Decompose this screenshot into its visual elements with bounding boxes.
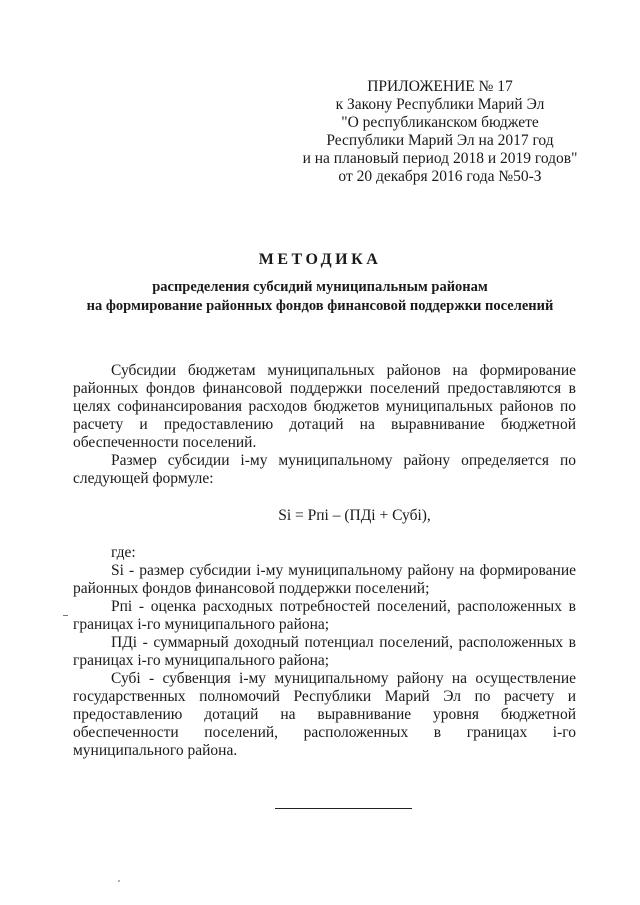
definition-subi: Субi - субвенция i-му муниципальному району на осуществление государственных полномочий Республики Марий Эл по расчету и предоставлению дотаций на выравнивание уровня бюджетной обеспеченности поселений, расположенных в границах i-го муниципального района. [73,670,576,759]
subtitle-line-1: распределения субсидий муниципальным районам [152,279,488,295]
appendix-law-title-2: Республики Марий Эл на 2017 год [326,132,554,149]
scan-speck [118,880,120,882]
document-subtitle [60,278,580,316]
appendix-law-title-1: "О республиканском бюджете [341,114,539,131]
paragraph-intro: Субсидии бюджетам муниципальных районов на формирование районных фондов финансовой поддержки поселений предоставляются в целях софинансирования расходов бюджетов муниципальных районов по расчету и предоставлению дотаций на выравнивание бюджетной обеспеченности поселений. [73,362,576,451]
definition-ppi: Pпi - оценка расходных потребностей поселений, расположенных в границах i-го муниципального района; [73,598,576,633]
document-body [73,362,576,760]
appendix-law-ref: к Закону Республики Марий Эл [335,96,545,113]
margin-mark [63,615,68,616]
definition-pdi: ПДi - суммарный доходный потенциал поселений, расположенных в границах i-го муниципального района; [73,634,576,669]
end-separator-line [275,808,412,809]
appendix-law-title-3: и на плановый период 2018 и 2019 годов" [302,150,578,167]
document-title: МЕТОДИКА [258,251,382,268]
appendix-header [290,78,590,186]
definition-si: Si - размер субсидии i-му муниципальному району на формирование районных фондов финансовой поддержки поселений; [73,562,576,597]
appendix-number: ПРИЛОЖЕНИЕ № 17 [367,78,513,95]
paragraph-formula-intro: Размер субсидии i-му муниципальному району определяется по следующей формуле: [73,452,576,487]
subtitle-line-2: на формирование районных фондов финансовой поддержки поселений [86,298,554,314]
appendix-date: от 20 декабря 2016 года №50-З [338,168,542,185]
where-label: где: [111,544,136,561]
formula: Si = Pпi – (ПДi + Субi), [278,507,431,524]
